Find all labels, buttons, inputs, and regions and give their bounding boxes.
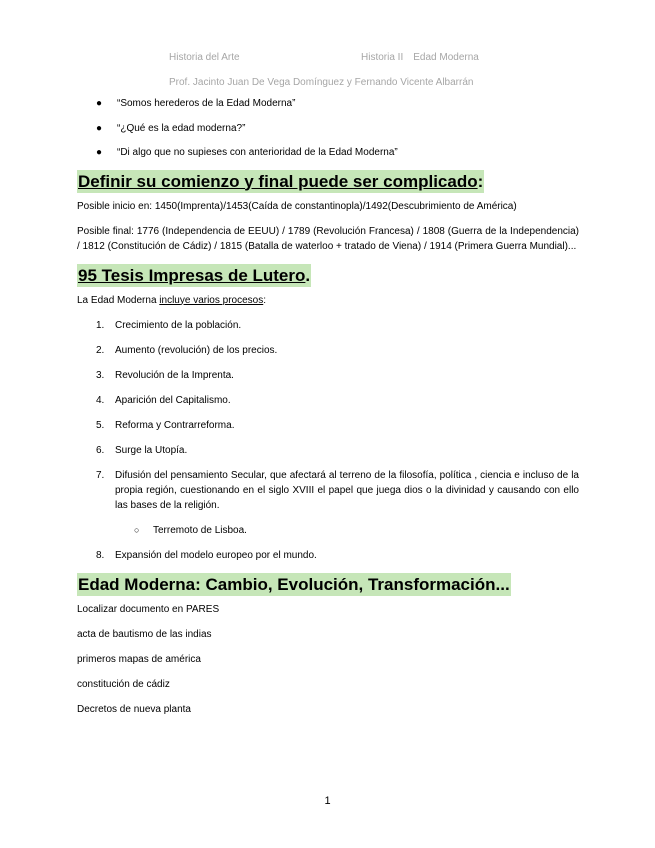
quote-text: “Somos herederos de la Edad Moderna” xyxy=(117,98,296,109)
bullet-icon: ● xyxy=(96,98,103,109)
quote-list xyxy=(77,96,579,160)
header-period: Edad Moderna xyxy=(413,52,479,63)
quote-item xyxy=(77,121,579,136)
note-line: Decretos de nueva planta xyxy=(77,703,191,715)
process-item xyxy=(77,368,579,383)
header-course xyxy=(361,52,479,63)
process-item xyxy=(77,343,579,358)
item-number: 4. xyxy=(96,394,105,406)
process-item xyxy=(77,548,579,563)
process-item xyxy=(77,318,579,333)
item-text: Aumento (revolución) de los precios. xyxy=(115,344,278,356)
note-line: constitución de cádiz xyxy=(77,678,170,690)
processes-intro xyxy=(77,293,579,308)
page-number: 1 xyxy=(324,795,331,807)
header-course-name: Historia II xyxy=(361,52,404,63)
item-number: 5. xyxy=(96,419,105,431)
circle-bullet-icon: ○ xyxy=(134,524,140,535)
section-heading-text: Definir su comienzo y final puede ser complicado xyxy=(78,171,478,191)
item-text: Difusión del pensamiento Secular, que afectará al terreno de la filosofía, política , ciencia e incluso de la propia región, cuestionando en el siglo XVIII el papel que juega dios o la divinidad y causando con ello las bases de la religión. xyxy=(115,469,579,511)
process-item xyxy=(77,393,579,408)
section-heading-tesis xyxy=(77,264,311,287)
possible-end: Posible final: 1776 (Independencia de EEUU) / 1789 (Revolución Francesa) / 1808 (Guerra de la Independencia) / 1812 (Constitución de Cádiz) / 1815 (Batalla de waterloo + tratado de Viena) / 1914 (Primera Guerra Mundial)... xyxy=(77,225,579,252)
quote-item xyxy=(77,145,579,160)
item-text: Revolución de la Imprenta. xyxy=(115,369,234,381)
item-number: 7. xyxy=(96,469,105,481)
process-item xyxy=(77,468,579,538)
item-text: Surge la Utopía. xyxy=(115,444,188,456)
section-heading-suffix: . xyxy=(305,265,311,285)
process-sublist xyxy=(115,523,579,538)
document-body xyxy=(77,96,579,727)
bullet-icon: ● xyxy=(96,147,103,158)
bullet-icon: ● xyxy=(96,122,103,134)
item-number: 6. xyxy=(96,444,105,456)
quote-text: “Di algo que no supieses con anterioridad de la Edad Moderna” xyxy=(117,147,398,158)
header-professors: Prof. Jacinto Juan De Vega Domínguez y Fernando Vicente Albarrán xyxy=(169,77,474,88)
intro-underlined: incluye varios procesos xyxy=(159,294,264,306)
intro-suffix: : xyxy=(263,294,266,306)
header-subject: Historia del Arte xyxy=(169,52,240,63)
note-line: Localizar documento en PARES xyxy=(77,603,220,615)
intro-prefix: La Edad Moderna xyxy=(77,294,160,306)
process-list xyxy=(77,318,579,563)
item-number: 8. xyxy=(96,549,105,561)
process-item xyxy=(77,418,579,433)
item-number: 3. xyxy=(96,369,105,381)
section-heading-edad-moderna: Edad Moderna: Cambio, Evolución, Transformación... xyxy=(78,574,510,594)
note-line: primeros mapas de américa xyxy=(77,653,201,665)
process-subitem xyxy=(115,523,579,538)
item-text: Aparición del Capitalismo. xyxy=(115,394,231,406)
item-text: Crecimiento de la población. xyxy=(115,319,242,331)
section-heading-definir xyxy=(77,170,484,193)
item-text: Reforma y Contrarreforma. xyxy=(115,419,235,431)
item-text: Expansión del modelo europeo por el mundo. xyxy=(115,549,317,561)
item-number: 1. xyxy=(96,319,105,331)
quote-item xyxy=(77,96,579,111)
possible-start: Posible inicio en: 1450(Imprenta)/1453(Caída de constantinopla)/1492(Descubrimiento de América) xyxy=(77,200,517,212)
section-heading-text: 95 Tesis Impresas de Lutero xyxy=(78,265,306,285)
process-item xyxy=(77,443,579,458)
section-heading-suffix: : xyxy=(477,171,484,191)
subitem-text: Terremoto de Lisboa. xyxy=(153,524,247,536)
quote-text: “¿Qué es la edad moderna?” xyxy=(117,122,246,134)
item-number: 2. xyxy=(96,344,105,356)
note-line: acta de bautismo de las indias xyxy=(77,628,212,640)
